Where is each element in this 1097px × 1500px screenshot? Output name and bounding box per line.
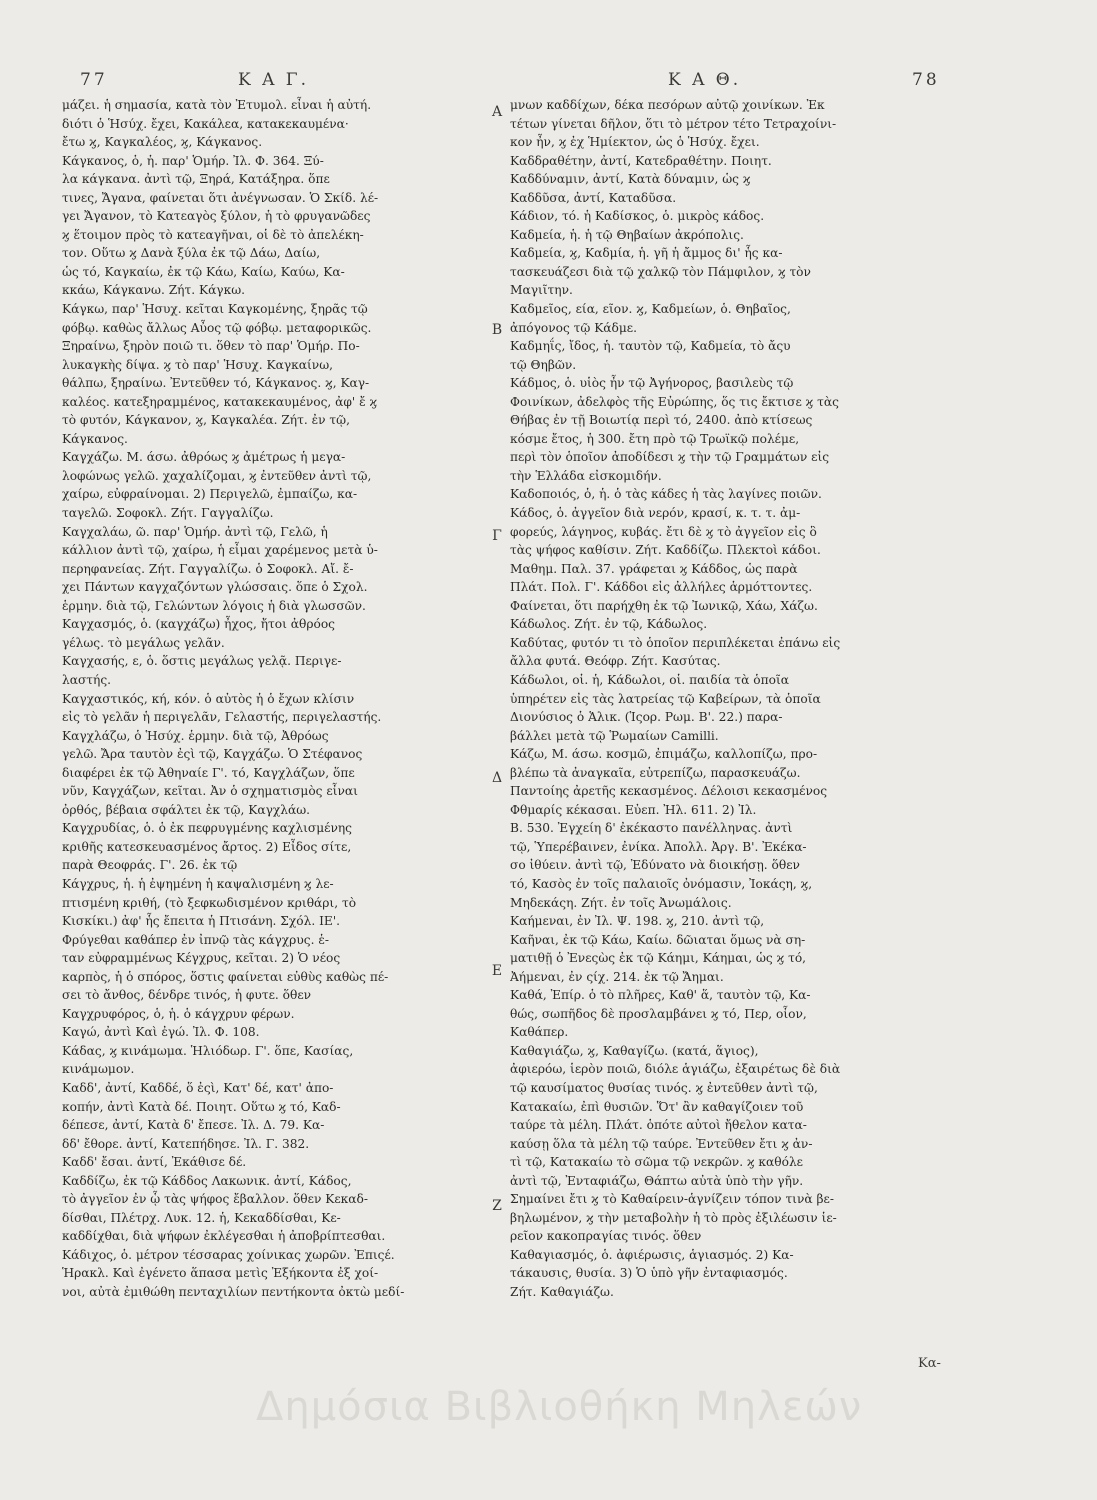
text-line: Φρύγεθαι καθάπερ ἐν ἰπνῷ τὰς κάγχρυς. ἑ- bbox=[62, 932, 329, 947]
text-line: Πλάτ. Πολ. Γ'. Κάδδοι εἰς ἀλλήλες ἁρμόττοντες. bbox=[510, 580, 813, 595]
text-line: διαφέρει ἐκ τῷ Ἀθηναίε Γ'. τό, Καγχλάζων, ὅπε bbox=[62, 765, 355, 780]
text-line: Κάζω, Μ. άσω. κοσμῶ, ἐπιμάζω, καλλοπίζω, προ- bbox=[510, 747, 818, 762]
text-line: τὴν Ἑλλάδα εἰσκομιδήν. bbox=[510, 468, 662, 483]
section-letter: Γ bbox=[492, 528, 502, 544]
text-line: Διονύσιος ὁ Ἁλικ. (Ἱςορ. Ρωμ. Β'. 22.) παρα- bbox=[510, 710, 783, 725]
text-line: Καθαγιασμός, ὁ. ἀφιέρωσις, ἁγιασμός. 2) Κα- bbox=[510, 1247, 794, 1262]
text-line: κον ἦν, ϗ ἐχ Ἡμίεκτον, ὡς ὁ Ἡσύχ. ἔχει. bbox=[510, 135, 760, 150]
text-line: Καδδίζω, ἐκ τῷ Κάδδος Λακωνικ. ἀντί, Κάδος, bbox=[62, 1173, 352, 1188]
text-line: Κάγκανος. bbox=[62, 431, 128, 446]
text-line: εἰς τὸ γελᾶν ἡ περιγελᾶν, Γελαστής, περιγελαστής. bbox=[62, 710, 382, 725]
text-line: περηφανείας. Ζήτ. Γαγγαλίζω. ὁ Σοφοκλ. Αἴ. ἔ- bbox=[62, 561, 354, 576]
text-line: λοφώνως γελῶ. χαχαλίζομαι, ϗ ἐντεῦθεν ἀντὶ τῷ, bbox=[62, 468, 372, 483]
text-line: περὶ τὸν ὁποῖον ἀποδίδεσι ϗ τὴν τῷ Γραμμάτων εἰς bbox=[510, 450, 830, 465]
text-line: Καδοποιός, ὁ, ἡ. ὁ τὰς κάδες ἡ τὰς λαγίνες ποιῶν. bbox=[510, 487, 822, 502]
text-line: ματιθῇ ὁ Ἐνεςὼς ἐκ τῷ Κάημι, Κάημαι, ὡς ϗ τό, bbox=[510, 951, 807, 966]
text-line: Κάγκανος, ὁ, ἡ. παρ' Ὁμήρ. Ἰλ. Φ. 364. Ξύ- bbox=[62, 153, 324, 168]
section-letter: Α bbox=[491, 104, 503, 120]
text-line: βλέπω τὰ ἀναγκαῖα, εὐτρεπίζω, παρασκευάζω. bbox=[510, 765, 801, 780]
section-letter: Β bbox=[491, 322, 503, 338]
text-line: Κάδιον, τό. ἡ Καδίσκος, ὁ. μικρὸς κάδος. bbox=[510, 209, 765, 224]
section-letter: Ε bbox=[491, 963, 503, 979]
text-line: βάλλει μετὰ τῷ Ῥωμαίων Camilli. bbox=[510, 728, 719, 743]
text-line: κινάμωμον. bbox=[62, 1062, 135, 1077]
text-line: Καγχάζω. Μ. άσω. ἀθρόως ϗ ἀμέτρως ἡ μεγα- bbox=[62, 450, 346, 465]
text-line: Καδύτας, φυτόν τι τὸ ὁποῖον περιπλέκεται ἐπάνω εἰς bbox=[510, 635, 841, 650]
text-line: Καγχλάζω, ὁ Ἡσύχ. ἑρμην. διὰ τῷ, Ἀθρόως bbox=[62, 728, 329, 743]
text-line: κκάω, Κάγκανω. Ζήτ. Κάγκω. bbox=[62, 283, 246, 298]
text-line: τό, Κασὸς ἐν τοῖς παλαιοῖς ὀνόμασιν, Ἰοκάςη, ϗ, bbox=[510, 876, 813, 891]
text-line: Καγχαλάω, ῶ. παρ' Ὁμήρ. ἀντὶ τῷ, Γελῶ, ἡ bbox=[62, 524, 328, 539]
text-line: Ξηραίνω, ξηρὸν ποιῶ τι. ὅθεν τὸ παρ' Ὁμήρ. Πο- bbox=[62, 339, 360, 354]
text-line: Καδμεῖος, εία, εῖον. ϗ, Καδμείων, ὁ. Θηβαῖος, bbox=[510, 302, 791, 317]
left-running-head: Κ Α Γ. bbox=[238, 70, 309, 90]
catchword: Κα- bbox=[918, 1356, 941, 1371]
text-line: τάκαυσις, θυσία. 3) Ὁ ὑπὸ γῆν ἐνταφιασμός. bbox=[510, 1266, 788, 1281]
text-line: δδ' ἔθορε. ἀντί, Κατεπήδησε. Ἰλ. Γ. 382. bbox=[62, 1136, 310, 1151]
text-line: ὀρθός, βέβαια σφάλτει ἐκ τῷ, Καγχλάω. bbox=[62, 802, 311, 817]
text-line: σει τὸ ἄνθος, δένδρε τινός, ἡ φυτε. ὅθεν bbox=[62, 988, 312, 1003]
text-line: τασκευάζεσι διὰ τῷ χαλκῷ τὸν Πάμφιλον, ϗ τὸν bbox=[510, 264, 811, 279]
text-line: δίσθαι, Πλέτρχ. Λυκ. 12. ἡ, Κεκαδδίσθαι, Κε- bbox=[62, 1210, 341, 1225]
text-line: Ζήτ. Καθαγιάζω. bbox=[510, 1285, 614, 1299]
text-line: ἑρμην. διὰ τῷ, Γελώντων λόγοις ἡ διὰ γλωσσῶν. bbox=[62, 598, 366, 613]
text-line: Κάδωλοι, οἱ. ἡ, Κάδωλοι, οἱ. παιδία τὰ ὁποῖα bbox=[510, 672, 789, 687]
text-line: Καγχαστικός, κή, κόν. ὁ αὐτὸς ἡ ὁ ἔχων κλίσιν bbox=[62, 691, 355, 706]
text-line: καρπὸς, ἡ ὁ σπόρος, ὅστις φαίνεται εὐθὺς καθὼς πέ- bbox=[62, 969, 389, 984]
text-line: Καῆναι, ἐκ τῷ Κάω, Καίω. δῶιαται ὅμως νὰ ση- bbox=[510, 932, 806, 947]
text-line: Καδδύναμιν, ἀντί, Κατὰ δύναμιν, ὡς ϗ bbox=[510, 172, 751, 187]
text-line: τὰς ψήφος καθίσιν. Ζήτ. Καδδίζω. Πλεκτοὶ κάδοι. bbox=[510, 543, 821, 558]
text-line: Καγχρυφόρος, ὁ, ἡ. ὁ κάγχρυν φέρων. bbox=[62, 1006, 295, 1021]
text-line: καδδίχθαι, διὰ ψήφων ἐκλέγεσθαι ἡ ἀποβρίπτεσθαι. bbox=[62, 1229, 386, 1244]
text-line: νοι, αὐτὰ ἐμιθώθη πενταχιλίων πεντήκοντα ὀκτὼ μεδί- bbox=[62, 1285, 405, 1299]
text-line: Κάδμος, ὁ. υἱὸς ἦν τῷ Ἀγήνορος, βασιλεὺς τῷ bbox=[510, 376, 794, 391]
text-line: λυκαγκὴς δίψα. ϗ τὸ παρ' Ἡσυχ. Καγκαίνω, bbox=[62, 357, 334, 372]
right-running-head: Κ Α Θ. bbox=[668, 70, 742, 90]
text-line: καύσῃ ὅλα τὰ μέλη τῷ ταύρε. Ἐντεῦθεν ἔτι ϗ ἀν- bbox=[510, 1136, 813, 1151]
text-line: γελῶ. Ἄρα ταυτὸν ἐςὶ τῷ, Καγχάζω. Ὁ Στέφανος bbox=[62, 747, 363, 762]
text-line: Καγχρυδίας, ὁ. ὁ ἐκ πεφρυγμένης καχλισμένης bbox=[62, 821, 353, 836]
text-line: τὶ τῷ, Κατακαίω τὸ σῶμα τῷ νεκρῶν. ϗ καθόλε bbox=[510, 1155, 803, 1170]
text-line: μάζει. ἡ σημασία, κατὰ τὸν Ἐτυμολ. εἶναι ἡ αὐτή. bbox=[62, 98, 372, 112]
text-line: ἄλλα φυτά. Θεόφρ. Ζήτ. Κασύτας. bbox=[510, 654, 721, 669]
text-line: Ἡρακλ. Καὶ ἐγένετο ἅπασα μετὶς Ἐξήκοντα ἐξ χοί- bbox=[62, 1266, 379, 1281]
text-line: φορεύς, λάγηνος, κυβάς. ἔτι δὲ ϗ τὸ ἀγγεῖον εἰς ὃ bbox=[510, 524, 817, 539]
text-line: Φοινίκων, ἀδελφὸς τῆς Εὐρώπης, ὅς τις ἔκτισε ϗ τὰς bbox=[510, 394, 839, 409]
text-line: Καήμεναι, ἐν Ἰλ. Ψ. 198. ϗ, 210. ἀντὶ τῷ, bbox=[510, 914, 765, 929]
text-line: ὡς τό, Καγκαίω, ἐκ τῷ Κάω, Καίω, Καύω, Κα- bbox=[62, 264, 345, 279]
text-line: Καγχασμός, ὁ. (καγχάζω) ἦχος, ἤτοι ἀθρόος bbox=[62, 617, 336, 632]
text-line: τέτων γίνεται δῆλον, ὅτι τὸ μέτρον τέτο Τετραχοίνι- bbox=[510, 116, 837, 131]
text-line: κριθῆς κατεσκευασμένος ἄρτος. 2) Εἶδος σίτε, bbox=[62, 839, 352, 854]
text-line: ἔτω ϗ, Καγκαλέος, ϗ, Κάγκανος. bbox=[62, 135, 263, 150]
text-line: τον. Οὕτω ϗ Δανὰ ξύλα ἐκ τῷ Δάω, Δαίω, bbox=[62, 246, 321, 261]
text-line: τινες, Ἄγανα, φαίνεται ὅτι ἀνέγνωσαν. Ὁ Σκίδ. λέ- bbox=[62, 190, 379, 205]
library-watermark: Δημόσια Βιβλιοθήκη Μηλεών bbox=[256, 1384, 863, 1430]
text-line: Καδδ' ἔσαι. ἀντί, Ἐκάθισε δέ. bbox=[62, 1155, 247, 1170]
text-line: φόβῳ. καθὼς ἄλλως Αὖος τῷ φόβῳ. μεταφορικῶς. bbox=[62, 320, 372, 335]
text-line: θάλπω, ξηραίνω. Ἐντεῦθεν τό, Κάγκανος. ϗ, Καγ- bbox=[62, 376, 370, 391]
text-line: λαστής. bbox=[62, 672, 112, 687]
text-line: κάλλιον ἀντὶ τῷ, χαίρω, ἡ εἶμαι χαρέμενος μετὰ ὑ- bbox=[62, 543, 378, 558]
text-line: Καθά, Ἐπίρ. ὁ τὸ πλῆρες, Καθ' ἅ, ταυτὸν τῷ, Κα- bbox=[510, 988, 811, 1003]
left-page-number: 77 bbox=[80, 70, 108, 90]
text-line: καλέος. κατεξηραμμένος, κατακεκαυμένος, ἀφ' ἔ ϗ bbox=[62, 394, 378, 409]
text-line: Μηδεκάςη. Ζήτ. ἐν τοῖς Ἀνωμάλοις. bbox=[510, 895, 732, 910]
text-line: τῷ, Ὑπερέβαινεν, ἐνίκα. Ἀπολλ. Ἀργ. Β'. Ἐκέκα- bbox=[510, 839, 807, 854]
text-line: ρεῖον κακοπραγίας τινός. ὅθεν bbox=[510, 1229, 702, 1244]
text-line: τὸ φυτόν, Κάγκανον, ϗ, Καγκαλέα. Ζήτ. ἐν τῷ, bbox=[62, 413, 350, 428]
text-line: Κατακαίω, ἐπὶ θυσιῶν. Ὅτ' ἂν καθαγίζοιεν τοῦ bbox=[510, 1099, 804, 1114]
text-line: ταγελῶ. Σοφοκλ. Ζήτ. Γαγγαλίζω. bbox=[62, 506, 274, 521]
text-line: Κάγκω, παρ' Ἡσυχ. κεῖται Καγκομένης, ξηρᾶς τῷ bbox=[62, 302, 368, 317]
text-line: Παντοίης ἀρετῆς κεκασμένος. Δέλοισι κεκασμένος bbox=[510, 784, 828, 799]
text-line: Καγχασής, ε, ὁ. ὅστις μεγάλως γελᾷ. Περιγε- bbox=[62, 654, 342, 669]
text-line: ταν εὐφραμμένως Κέγχρυς, κεῖται. 2) Ὁ νέος bbox=[62, 951, 341, 966]
text-line: κόσμε ἔτος, ἡ 300. ἔτη πρὸ τῷ Τρωϊκῷ πολέμε, bbox=[510, 431, 800, 446]
text-line: τὸ ἀγγεῖον ἐν ᾧ τὰς ψήφος ἔβαλλον. ὅθεν Κεκαδ- bbox=[62, 1192, 368, 1207]
text-line: Μαθημ. Παλ. 37. γράφεται ϗ Κάδδος, ὡς παρὰ bbox=[510, 561, 798, 576]
left-column bbox=[62, 96, 480, 1302]
text-line: Κισκίκι.) ἀφ' ἧς ἔπειτα ἡ Πτισάνη. Σχόλ. ΙΕ'. bbox=[62, 914, 341, 929]
text-line: ἀφιερόω, ἱερὸν ποιῶ, διόλε ἁγιάζω, ἐξαιρέτως δὲ διὰ bbox=[510, 1062, 841, 1077]
text-line: δέπεσε, ἀντί, Κατὰ δ' ἔπεσε. Ἰλ. Δ. 79. Κα- bbox=[62, 1118, 325, 1133]
text-line: Κάγχρυς, ἡ. ἡ ἐψημένη ἡ καψαλισμένη ϗ λε- bbox=[62, 876, 334, 891]
text-line: Κάδιχος, ὁ. μέτρον τέσσαρας χοίνικας χωρῶν. Ἐπιςέ. bbox=[62, 1247, 395, 1262]
text-line: κοπήν, ἀντὶ Κατὰ δέ. Ποιητ. Οὕτω ϗ τό, Καδ- bbox=[62, 1099, 341, 1114]
text-line: Μαγιῖτην. bbox=[510, 283, 573, 298]
text-line: Καδδ', ἀντί, Καδδέ, ὅ ἐςὶ, Κατ' δέ, κατ' ἀπο- bbox=[62, 1080, 334, 1095]
text-line: μνων καδδίχων, δέκα πεσόρων αὐτῷ χοινίκων. Ἐκ bbox=[510, 98, 825, 112]
text-line: Κάδωλος. Ζήτ. ἐν τῷ, Κάδωλος. bbox=[510, 617, 708, 632]
text-line: Ἀήμεναι, ἐν ςίχ. 214. ἐκ τῷ Ἄημαι. bbox=[510, 969, 724, 984]
text-line: Καδδραθέτην, ἀντί, Κατεδραθέτην. Ποιητ. bbox=[510, 153, 772, 168]
text-line: Καγώ, ἀντὶ Καὶ ἐγώ. Ἰλ. Φ. 108. bbox=[62, 1025, 260, 1040]
text-line: Καδδῦσα, ἀντί, Καταδῦσα. bbox=[510, 190, 677, 205]
text-line: παρὰ Θεοφράς. Γ'. 26. ἐκ τῷ bbox=[62, 858, 238, 873]
section-letter: Ζ bbox=[492, 1198, 502, 1214]
text-line: χαίρω, εὐφραίνομαι. 2) Περιγελῶ, ἐμπαίζω, κα- bbox=[62, 487, 358, 502]
text-line: βηλωμένον, ϗ τὴν μεταβολὴν ἡ τὸ πρὸς ἐξιλέωσιν ἱε- bbox=[510, 1210, 837, 1225]
right-column bbox=[510, 96, 962, 1302]
text-line: Κάδος, ὁ. ἀγγεῖον διὰ νερόν, κρασί, κ. τ. τ. ἀμ- bbox=[510, 506, 801, 521]
text-line: Φαίνεται, ὅτι παρήχθη ἐκ τῷ Ἰωνικῷ, Χάω, Χάζω. bbox=[510, 598, 818, 613]
text-line: ἀπόγονος τῷ Κάδμε. bbox=[510, 320, 637, 335]
text-line: Καδμεία, ἡ. ἡ τῷ Θηβαίων ἀκρόπολις. bbox=[510, 227, 744, 242]
text-line: θώς, σωπῆδος δὲ προσλαμβάνει ϗ τό, Περ, οἷον, bbox=[510, 1006, 807, 1021]
text-line: σο ἰθύειν. ἀντὶ τῷ, Ἐδύνατο νὰ διοικήσῃ. ὅθεν bbox=[510, 858, 800, 873]
text-line: Καδμεία, ϗ, Καδμία, ἡ. γῆ ἡ ἄμμος δι' ἧς κα- bbox=[510, 246, 783, 261]
text-line: Κάδας, ϗ κινάμωμα. Ἡλιόδωρ. Γ'. ὅπε, Κασίας, bbox=[62, 1043, 354, 1058]
text-line: Καδμηΐς, ἴδος, ἡ. ταυτὸν τῷ, Καδμεία, τὸ ἄςυ bbox=[510, 339, 791, 354]
text-line: λα κάγκανα. ἀντὶ τῷ, Ξηρά, Κατάξηρα. ὅπε bbox=[62, 172, 330, 187]
text-line: Καθαγιάζω, ϗ, Καθαγίζω. (κατά, ἅγιος), bbox=[510, 1043, 759, 1058]
text-line: ὑπηρέτεν εἰς τὰς λατρείας τῷ Καβείρων, τὰ ὁποῖα bbox=[510, 691, 821, 706]
text-line: ἀντὶ τῷ, Ἐνταφιάζω, Θάπτω αὐτὰ ὑπὸ τὴν γῆν. bbox=[510, 1173, 804, 1188]
text-line: γέλως. τὸ μεγάλως γελᾶν. bbox=[62, 635, 225, 650]
section-letter: Δ bbox=[491, 770, 503, 786]
text-line: τῷ Θηβῶν. bbox=[510, 357, 577, 372]
text-line: τῷ καυσίματος θυσίας τινός. ϗ ἐντεῦθεν ἀντὶ τῷ, bbox=[510, 1080, 818, 1095]
text-line: ϗ ἕτοιμον πρὸς τὸ κατεαγῆναι, οἱ δὲ τὸ ἀπελέκη- bbox=[62, 227, 364, 242]
text-line: ταύρε τὰ μέλη. Πλάτ. ὁπότε αὐτοὶ ἤθελον κατα- bbox=[510, 1118, 807, 1133]
text-line: νῦν, Καγχάζων, κεῖται. Ἀν ὁ σχηματισμὸς εἶναι bbox=[62, 784, 358, 799]
text-line: Φθμαρίς κέκασαι. Εὐεπ. Ἠλ. 611. 2) Ἰλ. bbox=[510, 802, 757, 817]
text-line: Β. 530. Ἐγχείη δ' ἐκέκαστο πανέλληνας. ἀντὶ bbox=[510, 821, 793, 836]
text-line: γει Ἄγανον, τὸ Κατεαγὸς ξύλον, ἡ τὸ φρυγανῶδες bbox=[62, 209, 371, 224]
text-line: χει Πάντων καγχαζόντων γλώσσαις. ὅπε ὁ Σχολ. bbox=[62, 580, 368, 595]
text-line: διότι ὁ Ἡσύχ. ἔχει, Κακάλεα, κατακεκαυμένα· bbox=[62, 116, 349, 131]
text-line: Σημαίνει ἔτι ϗ τὸ Καθαίρειν-ἁγνίζειν τόπον τινὰ βε- bbox=[510, 1192, 834, 1207]
right-page-number: 78 bbox=[912, 70, 940, 90]
text-line: Καθάπερ. bbox=[510, 1025, 569, 1040]
text-line: Θήβας ἐν τῇ Βοιωτίᾳ περὶ τό, 2400. ἀπὸ κτίσεως bbox=[510, 413, 813, 428]
text-line: πτισμένη κριθή, (τὸ ξεφκωδισμένον κριθάρι, τὸ bbox=[62, 895, 357, 910]
